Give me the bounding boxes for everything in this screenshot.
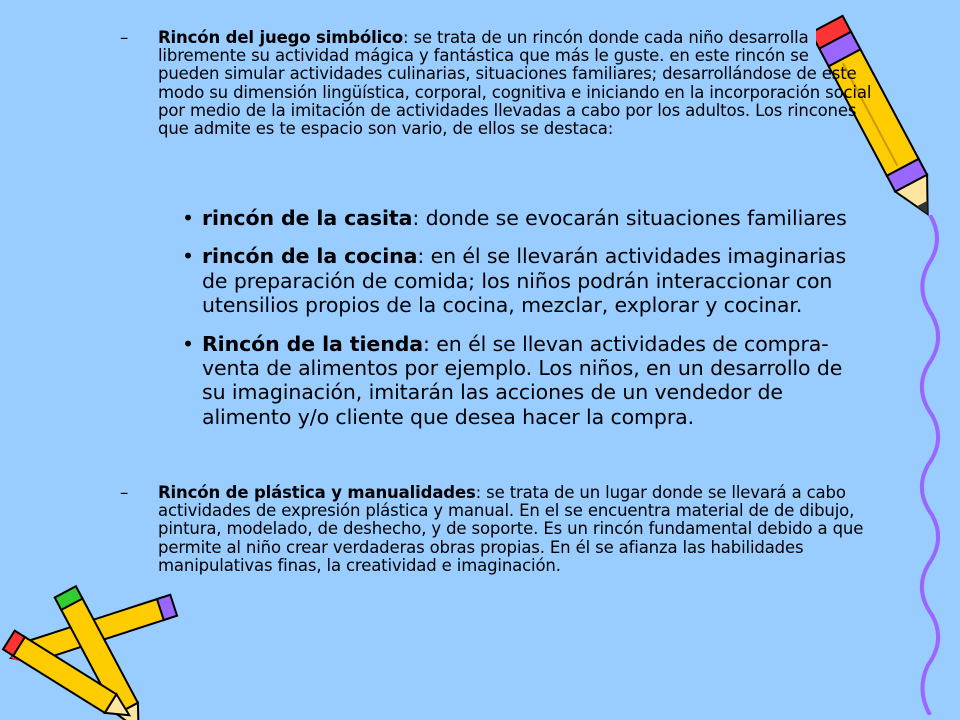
crossed-pencils-icon [0,580,200,720]
bullet-dot: • [182,244,194,269]
paragraph-title: Rincón del juego simbólico [158,28,403,47]
paragraph-plastica [120,483,873,575]
list-item-title: rincón de la casita [202,206,413,230]
bullet-dot: • [182,206,194,230]
list-item-text: : en él se llevan actividades de compra-venta de alimentos por ejemplo. Los niños, en un desarrollo de su imaginación, imitarán las acciones de un vendedor de alimento y/o cliente que desea hacer la compra. [202,331,843,429]
list-item-text: : en él se llevarán actividades imaginarias de preparación de comida; los niños podrán interaccionar con utensilios propios de la cocina, mezclar, explorar y cocinar. [202,244,847,318]
paragraph-juego-simbolico [120,28,873,139]
list-item-text: : donde se evocarán situaciones familiares [412,206,847,230]
list-item [180,332,870,430]
dash-bullet: – [120,28,129,47]
list-item-title: rincón de la cocina [202,244,418,269]
list-item-title: Rincón de la tienda [202,331,424,356]
sub-bullet-list [180,206,870,443]
wavy-border-icon [910,215,950,715]
paragraph-text: : se trata de un lugar donde se llevará a cabo actividades de expresión plástica y manual. En el se encuentra material de de dibujo, pintura, modelado, de deshecho, y de soporte. Es un rincón fundamental debido a que permite al niño crear verdaderas obras propias. En él se afianza las habilidades manipulativas finas, la creatividad e imaginación. [158,483,864,575]
dash-bullet: – [120,483,129,502]
paragraph-text: : se trata de un rincón donde cada niño desarrolla libremente su actividad mágica y fantástica que más le guste. en este rincón se pueden simular actividades culinarias, situaciones familiares; desarrollándose de este modo su dimensión lingüística, corporal, cognitiva e iniciando en la incorporación social por medio de la imitación de actividades llevadas a cabo por los adultos. Los rincones que admite es te espacio son vario, de ellos se destaca: [158,28,872,139]
list-item [180,206,870,230]
paragraph-title: Rincón de plástica y manualidades [158,483,476,502]
bullet-dot: • [182,331,194,356]
list-item [180,244,870,317]
